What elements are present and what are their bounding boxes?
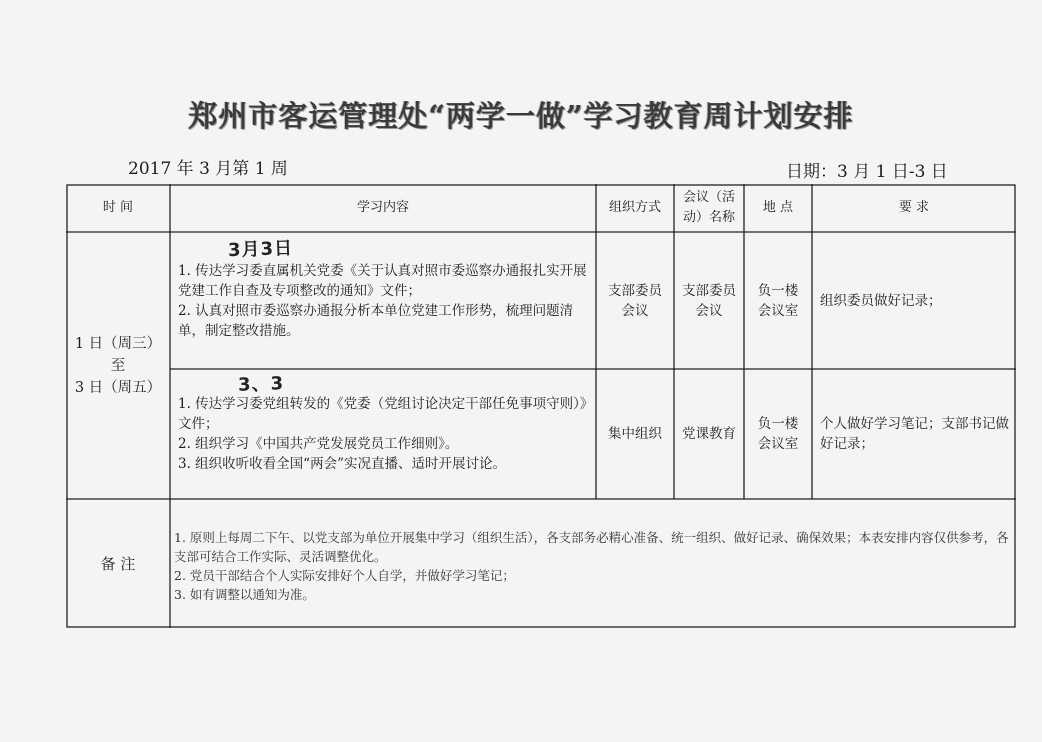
time-period-start: 1 日（周三） (74, 335, 162, 352)
content-item: 2. 组织学习《中国共产党发展党员工作细则》。 (178, 436, 459, 452)
location-line: 负一楼 (757, 416, 799, 432)
location-line: 会议室 (757, 436, 799, 452)
table-row-meeting: 党课教育 (682, 426, 736, 442)
header-location: 地 点 (762, 200, 794, 215)
header-time: 时 间 (102, 200, 134, 215)
location-line: 负一楼 (757, 282, 799, 299)
table-row-method: 集中组织 (608, 426, 662, 442)
header-meeting-line2: 动）名称 (682, 210, 735, 225)
table-row-meeting (674, 232, 744, 369)
time-period-to: 至 (110, 357, 126, 374)
content-item: 2. 认真对照市委巡察办通报分析本单位党建工作形势，梳理问题清单，制定整改措施。 (178, 303, 574, 339)
header-content: 学习内容 (356, 200, 409, 215)
table-row-method (596, 232, 674, 369)
remarks-label: 备 注 (100, 554, 136, 573)
table-row-requirement: 组织委员做好记录； (820, 292, 942, 309)
content-item: 3. 组织收听收看全国“两会”实况直播、适时开展讨论。 (178, 456, 506, 472)
time-period (66, 232, 170, 499)
method-line: 会议 (621, 302, 649, 319)
plan-table (66, 184, 1016, 628)
handwritten-note: 3月3日 (227, 237, 294, 262)
header-meeting-line1: 会议（活 (682, 190, 735, 205)
table-row-location (744, 232, 812, 369)
meeting-line: 会议 (695, 302, 723, 319)
time-period-end: 3 日（周五） (74, 379, 162, 396)
remark-item: 2. 党员干部结合个人实际安排好个人自学，并做好学习笔记； (174, 568, 515, 583)
table-row-content (172, 394, 596, 474)
table-row-content (172, 261, 596, 341)
content-item: 1. 传达学习委党组转发的《党委（党组讨论决定干部任免事项守则）》文件； (178, 396, 594, 432)
table-row-location (744, 369, 812, 499)
remark-item: 3. 如有调整以通知为准。 (174, 587, 315, 602)
remark-item: 1. 原则上每周二下午、以党支部为单位开展集中学习（组织生活），各支部务必精心准备、统一组织、做好记录、确保效果；本表安排内容仅供参考，各支部可结合工作实际、灵活调整优化。 (174, 530, 1009, 564)
meeting-line: 支部委员 (682, 282, 736, 299)
week-label: 2017 年 3 月第 1 周 (128, 159, 288, 179)
content-item: 1. 传达学习委直属机关党委《关于认真对照市委巡察办通报扎实开展党建工作自查及专项整改的通知》文件； (178, 263, 587, 299)
table-row-requirement: 个人做好学习笔记；支部书记做好记录； (820, 416, 1009, 452)
date-label: 日期：3 月 1 日-3 日 (786, 162, 948, 182)
page-title: 郑州市客运管理处“两学一做”学习教育周计划安排 (188, 99, 854, 133)
remarks-content (174, 528, 1010, 604)
handwritten-note: 3、3 (237, 373, 285, 396)
header-meeting (674, 184, 744, 232)
location-line: 会议室 (757, 302, 799, 319)
header-method: 组织方式 (608, 200, 661, 215)
method-line: 支部委员 (608, 282, 662, 299)
header-requirements: 要 求 (898, 200, 930, 215)
